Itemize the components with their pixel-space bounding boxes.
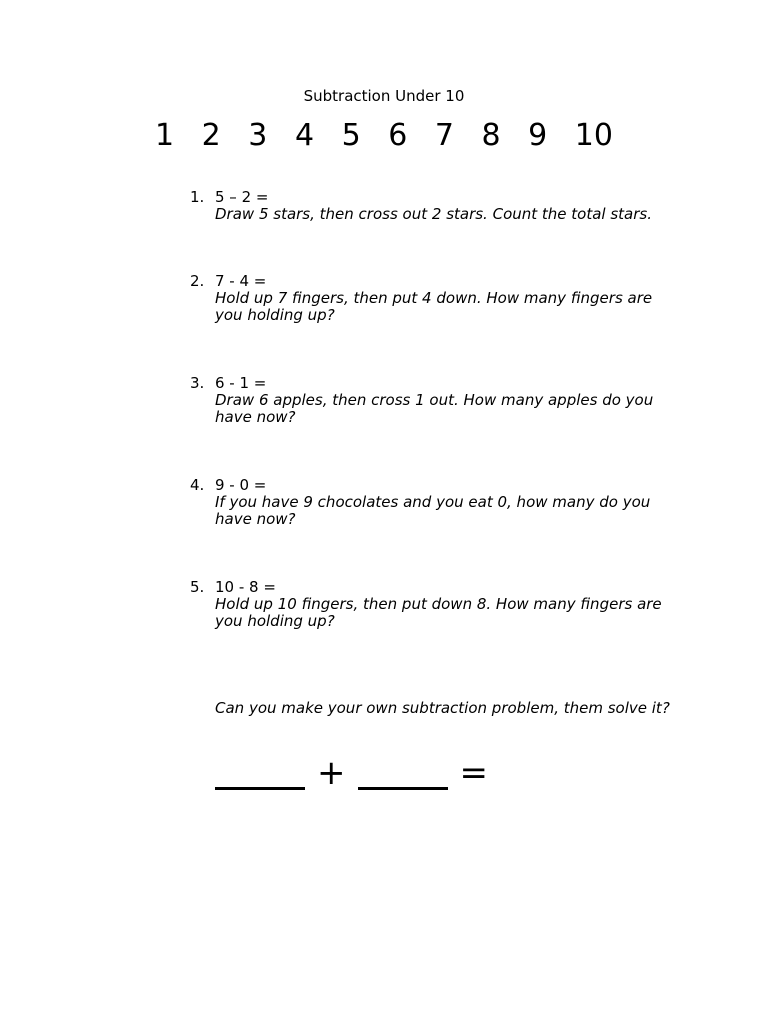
problem-equation: 6 - 1 =	[215, 374, 267, 392]
problem-list	[190, 189, 680, 630]
problem-instruction: Draw 6 apples, then cross 1 out. How many apples do you have now?	[215, 391, 654, 426]
problem-equation: 9 - 0 =	[215, 476, 267, 494]
plus-sign: +	[317, 753, 346, 793]
problem-number: 3.	[190, 374, 205, 392]
problem-number: 2.	[190, 272, 205, 290]
number-3: 3	[248, 118, 268, 153]
number-4: 4	[294, 118, 315, 153]
equals-sign: =	[459, 753, 488, 793]
problem-equation: 10 - 8 =	[215, 578, 276, 596]
own-problem-equation	[215, 752, 500, 792]
problem-number: 5.	[190, 578, 205, 596]
problem-item	[190, 579, 680, 630]
problem-body	[215, 579, 680, 630]
number-7: 7	[434, 118, 454, 153]
number-5: 5	[341, 118, 361, 153]
problem-body	[215, 189, 680, 223]
problem-item	[190, 273, 680, 324]
problem-body	[215, 273, 680, 324]
answer-blank-second[interactable]	[358, 753, 448, 790]
problem-number: 1.	[190, 188, 205, 206]
problem-item	[190, 375, 680, 426]
number-8: 8	[481, 118, 501, 153]
number-2: 2	[201, 118, 221, 153]
page-title: Subtraction Under 10	[303, 87, 465, 105]
number-6: 6	[388, 118, 408, 153]
number-9: 9	[528, 118, 548, 153]
problem-body	[215, 477, 680, 528]
problem-number: 4.	[190, 476, 205, 494]
problem-instruction: Hold up 7 fingers, then put 4 down. How many fingers are you holding up?	[215, 289, 653, 324]
problem-item	[190, 189, 680, 223]
problem-instruction: If you have 9 chocolates and you eat 0, how many do you have now?	[215, 493, 651, 528]
problem-instruction: Hold up 10 fingers, then put down 8. How many fingers are you holding up?	[215, 595, 662, 630]
own-problem-prompt: Can you make your own subtraction problem, them solve it?	[215, 699, 670, 717]
problem-equation: 5 – 2 =	[215, 188, 269, 206]
answer-blank-first[interactable]	[215, 753, 305, 790]
number-10: 10	[574, 118, 613, 153]
problem-equation: 7 - 4 =	[215, 272, 267, 290]
problem-instruction: Draw 5 stars, then cross out 2 stars. Count the total stars.	[215, 205, 652, 223]
problem-item	[190, 477, 680, 528]
number-1: 1	[155, 118, 175, 153]
problem-body	[215, 375, 680, 426]
number-line	[0, 118, 768, 153]
